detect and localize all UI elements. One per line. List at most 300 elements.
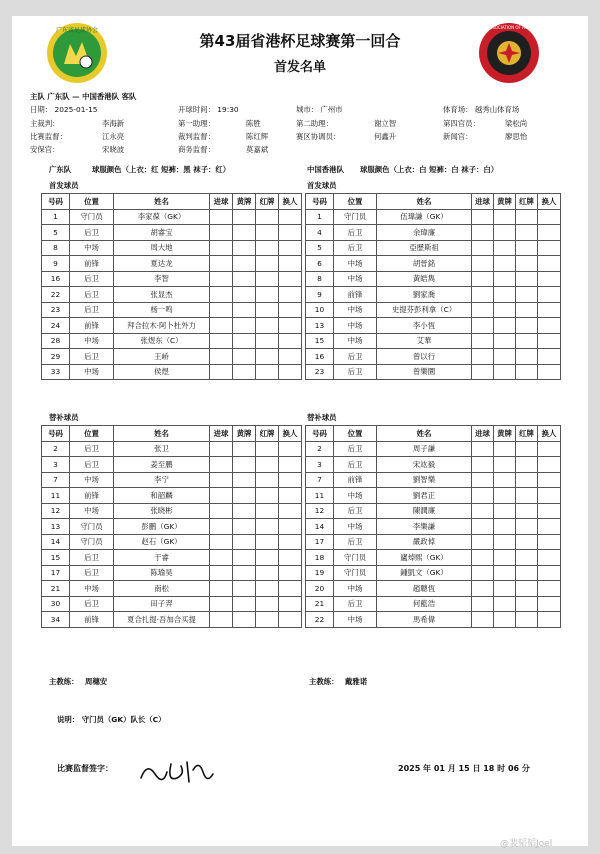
stadium: 体育场： 越秀山体育场 — [443, 105, 520, 114]
player-number: 16 — [306, 349, 334, 365]
empty-cell — [538, 225, 561, 241]
column-header: 换人 — [538, 194, 561, 210]
coordinator-label: 赛区协调员： — [296, 132, 341, 141]
empty-cell — [233, 488, 256, 504]
table-row — [42, 287, 302, 303]
player-position: 中场 — [334, 271, 377, 287]
table-row — [306, 240, 561, 256]
player-number: 1 — [306, 209, 334, 225]
empty-cell — [538, 565, 561, 581]
empty-cell — [233, 209, 256, 225]
column-header: 位置 — [70, 194, 114, 210]
empty-cell — [472, 256, 494, 272]
home-kit: 球服颜色（上衣：红 短裤：黑 袜子：红） — [92, 165, 231, 174]
column-header: 姓名 — [114, 426, 210, 442]
empty-cell — [256, 318, 279, 334]
table-row — [306, 519, 561, 535]
ref-sup-name: 陈红辉 — [246, 132, 269, 141]
empty-cell — [538, 256, 561, 272]
player-number: 14 — [306, 519, 334, 535]
empty-cell — [279, 240, 302, 256]
player-position: 后卫 — [334, 534, 377, 550]
player-number: 24 — [42, 318, 70, 334]
empty-cell — [516, 457, 538, 473]
empty-cell — [210, 302, 233, 318]
home-coach-label: 主教练： — [49, 677, 79, 686]
column-header: 号码 — [42, 426, 70, 442]
table-row — [306, 457, 561, 473]
column-header: 红牌 — [256, 426, 279, 442]
player-number: 8 — [42, 240, 70, 256]
empty-cell — [256, 364, 279, 380]
player-name: 何藍浩 — [377, 596, 472, 612]
empty-cell — [210, 581, 233, 597]
empty-cell — [279, 271, 302, 287]
player-position: 中场 — [70, 581, 114, 597]
empty-cell — [256, 457, 279, 473]
match-comm-label: 比赛监督： — [30, 132, 67, 141]
player-position: 中场 — [334, 519, 377, 535]
column-header: 红牌 — [516, 426, 538, 442]
empty-cell — [256, 333, 279, 349]
player-name: 廬焯熙（GK） — [377, 550, 472, 566]
table-row — [42, 209, 302, 225]
empty-cell — [233, 349, 256, 365]
player-number: 3 — [42, 457, 70, 473]
empty-cell — [279, 457, 302, 473]
player-name: 王峤 — [114, 349, 210, 365]
home-starters-table — [41, 193, 302, 380]
table-header-row — [42, 194, 302, 210]
empty-cell — [494, 534, 516, 550]
player-number: 33 — [42, 364, 70, 380]
player-position: 中场 — [334, 333, 377, 349]
empty-cell — [538, 209, 561, 225]
empty-cell — [494, 333, 516, 349]
empty-cell — [233, 240, 256, 256]
empty-cell — [233, 534, 256, 550]
empty-cell — [494, 209, 516, 225]
player-name: 夏合扎提·吾加合买提 — [114, 612, 210, 628]
player-position: 后卫 — [70, 287, 114, 303]
empty-cell — [472, 333, 494, 349]
away-starters-label: 首发球员 — [307, 181, 337, 190]
player-position: 前锋 — [334, 287, 377, 303]
empty-cell — [516, 225, 538, 241]
empty-cell — [256, 349, 279, 365]
empty-cell — [256, 225, 279, 241]
signature-label: 比赛监督签字： — [57, 764, 113, 773]
empty-cell — [279, 349, 302, 365]
player-position: 中场 — [70, 472, 114, 488]
empty-cell — [494, 240, 516, 256]
empty-cell — [279, 596, 302, 612]
page-title: 第43届省港杯足球赛第一回合 — [199, 32, 401, 50]
empty-cell — [516, 534, 538, 550]
player-position: 中场 — [334, 488, 377, 504]
signature — [137, 752, 217, 792]
empty-cell — [538, 333, 561, 349]
player-name: 趙聰恆 — [377, 581, 472, 597]
player-position: 中场 — [70, 240, 114, 256]
player-number: 15 — [306, 333, 334, 349]
player-position: 前锋 — [70, 318, 114, 334]
player-number: 9 — [306, 287, 334, 303]
player-number: 1 — [42, 209, 70, 225]
player-name: 黃皓雋 — [377, 271, 472, 287]
empty-cell — [210, 472, 233, 488]
player-position: 中场 — [70, 364, 114, 380]
player-position: 守门员 — [70, 534, 114, 550]
column-header: 位置 — [70, 426, 114, 442]
player-number: 10 — [306, 302, 334, 318]
table-row — [306, 565, 561, 581]
player-name: 伍瑋謙（GK） — [377, 209, 472, 225]
empty-cell — [256, 271, 279, 287]
empty-cell — [279, 333, 302, 349]
table-row — [42, 240, 302, 256]
player-number: 12 — [42, 503, 70, 519]
watermark: @裴韬韬Joel — [500, 839, 553, 849]
empty-cell — [516, 318, 538, 334]
empty-cell — [538, 457, 561, 473]
ar1-label: 第一助理： — [178, 119, 215, 128]
player-name: 亞歷斯祖 — [377, 240, 472, 256]
empty-cell — [210, 209, 233, 225]
home-coach-name: 周穗安 — [85, 677, 108, 686]
empty-cell — [233, 596, 256, 612]
press-label: 新闻官： — [443, 132, 473, 141]
empty-cell — [472, 550, 494, 566]
empty-cell — [233, 472, 256, 488]
column-header: 号码 — [306, 194, 334, 210]
column-header: 进球 — [210, 426, 233, 442]
player-number: 34 — [42, 612, 70, 628]
player-name: 张煜东（C） — [114, 333, 210, 349]
column-header: 换人 — [279, 194, 302, 210]
player-position: 中场 — [334, 581, 377, 597]
empty-cell — [516, 441, 538, 457]
home-team-name: 广东队 — [49, 165, 72, 174]
empty-cell — [233, 581, 256, 597]
player-number: 22 — [42, 287, 70, 303]
empty-cell — [472, 318, 494, 334]
city: 城市： 广州市 — [296, 105, 343, 114]
away-subs-label: 替补球员 — [307, 413, 337, 422]
player-name: 劉家喬 — [377, 287, 472, 303]
player-number: 13 — [42, 519, 70, 535]
empty-cell — [538, 472, 561, 488]
empty-cell — [516, 550, 538, 566]
table-row — [42, 472, 302, 488]
empty-cell — [233, 256, 256, 272]
empty-cell — [256, 612, 279, 628]
empty-cell — [279, 534, 302, 550]
column-header: 姓名 — [377, 426, 472, 442]
empty-cell — [472, 503, 494, 519]
empty-cell — [233, 318, 256, 334]
empty-cell — [516, 596, 538, 612]
empty-cell — [279, 519, 302, 535]
empty-cell — [472, 565, 494, 581]
empty-cell — [516, 271, 538, 287]
player-position: 前锋 — [70, 256, 114, 272]
match-comm-name: 江永亮 — [102, 132, 125, 141]
column-header: 黄牌 — [494, 426, 516, 442]
empty-cell — [210, 256, 233, 272]
player-name: 胡晉銘 — [377, 256, 472, 272]
column-header: 姓名 — [377, 194, 472, 210]
player-position: 守门员 — [334, 209, 377, 225]
home-subs-table — [41, 425, 302, 628]
player-name: 胡睿宝 — [114, 225, 210, 241]
empty-cell — [494, 581, 516, 597]
empty-cell — [210, 225, 233, 241]
empty-cell — [472, 581, 494, 597]
player-position: 后卫 — [70, 596, 114, 612]
empty-cell — [472, 302, 494, 318]
player-name: 张显杰 — [114, 287, 210, 303]
empty-cell — [233, 503, 256, 519]
home-starters-label: 首发球员 — [49, 181, 79, 190]
player-position: 后卫 — [70, 550, 114, 566]
column-header: 红牌 — [516, 194, 538, 210]
empty-cell — [279, 612, 302, 628]
empty-cell — [210, 565, 233, 581]
empty-cell — [494, 612, 516, 628]
empty-cell — [233, 287, 256, 303]
empty-cell — [494, 596, 516, 612]
table-row — [42, 565, 302, 581]
player-number: 20 — [306, 581, 334, 597]
player-name: 周子謙 — [377, 441, 472, 457]
table-row — [42, 457, 302, 473]
away-kit: 球服颜色（上衣：白 短裤：白 袜子：白） — [360, 165, 499, 174]
table-row — [42, 333, 302, 349]
player-name: 田子羿 — [114, 596, 210, 612]
empty-cell — [516, 364, 538, 380]
player-name: 劉君正 — [377, 488, 472, 504]
empty-cell — [233, 612, 256, 628]
column-header: 号码 — [306, 426, 334, 442]
referee-label: 主裁判： — [30, 119, 60, 128]
player-number: 19 — [306, 565, 334, 581]
empty-cell — [516, 240, 538, 256]
empty-cell — [538, 240, 561, 256]
player-position: 守门员 — [334, 550, 377, 566]
empty-cell — [538, 519, 561, 535]
empty-cell — [516, 612, 538, 628]
player-number: 23 — [42, 302, 70, 318]
player-position: 前锋 — [70, 612, 114, 628]
player-position: 后卫 — [70, 225, 114, 241]
player-number: 11 — [306, 488, 334, 504]
table-row — [42, 581, 302, 597]
empty-cell — [472, 209, 494, 225]
empty-cell — [256, 302, 279, 318]
empty-cell — [472, 488, 494, 504]
empty-cell — [516, 349, 538, 365]
player-number: 21 — [306, 596, 334, 612]
empty-cell — [233, 565, 256, 581]
empty-cell — [279, 472, 302, 488]
table-row — [306, 256, 561, 272]
column-header: 号码 — [42, 194, 70, 210]
player-number: 13 — [306, 318, 334, 334]
empty-cell — [256, 503, 279, 519]
player-position: 后卫 — [334, 596, 377, 612]
player-position: 后卫 — [70, 565, 114, 581]
empty-cell — [472, 534, 494, 550]
player-position: 中场 — [70, 333, 114, 349]
column-header: 黄牌 — [233, 194, 256, 210]
away-starters-table — [305, 193, 561, 380]
empty-cell — [210, 364, 233, 380]
table-row — [306, 534, 561, 550]
empty-cell — [279, 503, 302, 519]
empty-cell — [538, 364, 561, 380]
empty-cell — [256, 488, 279, 504]
player-position: 后卫 — [70, 271, 114, 287]
empty-cell — [210, 271, 233, 287]
date: 日期： 2025-01-15 — [30, 105, 98, 114]
player-name: 劉智樂 — [377, 472, 472, 488]
player-number: 6 — [306, 256, 334, 272]
table-row — [42, 271, 302, 287]
table-row — [306, 550, 561, 566]
away-coach-label: 主教练： — [309, 677, 339, 686]
player-position: 守门员 — [70, 209, 114, 225]
player-name: 彭鹏（GK） — [114, 519, 210, 535]
table-row — [42, 364, 302, 380]
player-number: 23 — [306, 364, 334, 380]
column-header: 位置 — [334, 426, 377, 442]
player-position: 前锋 — [70, 488, 114, 504]
player-position: 守门员 — [70, 519, 114, 535]
empty-cell — [279, 441, 302, 457]
empty-cell — [210, 519, 233, 535]
player-name: 艾華 — [377, 333, 472, 349]
table-header-row — [42, 426, 302, 442]
empty-cell — [538, 488, 561, 504]
column-header: 进球 — [472, 194, 494, 210]
empty-cell — [494, 488, 516, 504]
table-row — [306, 225, 561, 241]
commercial-name: 莫嘉斌 — [246, 145, 269, 154]
player-name: 曾以行 — [377, 349, 472, 365]
ar1-name: 陈胜 — [246, 119, 261, 128]
empty-cell — [538, 503, 561, 519]
empty-cell — [256, 596, 279, 612]
player-number: 11 — [42, 488, 70, 504]
table-row — [42, 441, 302, 457]
player-number: 2 — [42, 441, 70, 457]
player-name: 鍾凱文（GK） — [377, 565, 472, 581]
table-row — [306, 302, 561, 318]
player-name: 姜至鹏 — [114, 457, 210, 473]
empty-cell — [279, 256, 302, 272]
empty-cell — [233, 225, 256, 241]
empty-cell — [516, 503, 538, 519]
player-position: 后卫 — [70, 349, 114, 365]
player-position: 中场 — [334, 302, 377, 318]
empty-cell — [494, 287, 516, 303]
player-name: 李宁 — [114, 472, 210, 488]
player-position: 中场 — [70, 503, 114, 519]
player-number: 30 — [42, 596, 70, 612]
empty-cell — [256, 519, 279, 535]
column-header: 进球 — [472, 426, 494, 442]
empty-cell — [472, 349, 494, 365]
table-row — [306, 318, 561, 334]
empty-cell — [494, 364, 516, 380]
security-name: 宋晓波 — [102, 145, 125, 154]
player-number: 9 — [42, 256, 70, 272]
player-position: 后卫 — [70, 441, 114, 457]
empty-cell — [538, 302, 561, 318]
empty-cell — [472, 472, 494, 488]
empty-cell — [279, 302, 302, 318]
player-number: 15 — [42, 550, 70, 566]
empty-cell — [256, 550, 279, 566]
player-name: 南松 — [114, 581, 210, 597]
player-name: 杨一鸣 — [114, 302, 210, 318]
table-row — [306, 488, 561, 504]
empty-cell — [279, 318, 302, 334]
empty-cell — [210, 488, 233, 504]
player-number: 5 — [42, 225, 70, 241]
empty-cell — [538, 550, 561, 566]
empty-cell — [538, 318, 561, 334]
table-row — [306, 209, 561, 225]
empty-cell — [210, 441, 233, 457]
empty-cell — [256, 565, 279, 581]
empty-cell — [233, 550, 256, 566]
empty-cell — [256, 472, 279, 488]
player-number: 7 — [306, 472, 334, 488]
player-number: 12 — [306, 503, 334, 519]
empty-cell — [233, 364, 256, 380]
player-position: 后卫 — [70, 302, 114, 318]
table-row — [42, 596, 302, 612]
player-number: 2 — [306, 441, 334, 457]
player-name: 嚴政倬 — [377, 534, 472, 550]
column-header: 红牌 — [256, 194, 279, 210]
player-name: 余瑋廉 — [377, 225, 472, 241]
empty-cell — [279, 488, 302, 504]
player-number: 16 — [42, 271, 70, 287]
player-position: 后卫 — [334, 441, 377, 457]
player-name: 李樂謙 — [377, 519, 472, 535]
player-number: 4 — [306, 225, 334, 241]
player-name: 李家葆（GK） — [114, 209, 210, 225]
fourth-label: 第四官员： — [443, 119, 480, 128]
table-row — [42, 225, 302, 241]
player-position: 中场 — [334, 318, 377, 334]
empty-cell — [233, 519, 256, 535]
fourth-name: 梁松尚 — [505, 119, 528, 128]
empty-cell — [538, 596, 561, 612]
referee-name: 李海新 — [102, 119, 125, 128]
empty-cell — [256, 240, 279, 256]
empty-cell — [516, 333, 538, 349]
empty-cell — [494, 503, 516, 519]
player-position: 后卫 — [334, 364, 377, 380]
empty-cell — [279, 287, 302, 303]
player-position: 后卫 — [334, 457, 377, 473]
player-number: 21 — [42, 581, 70, 597]
table-row — [42, 318, 302, 334]
